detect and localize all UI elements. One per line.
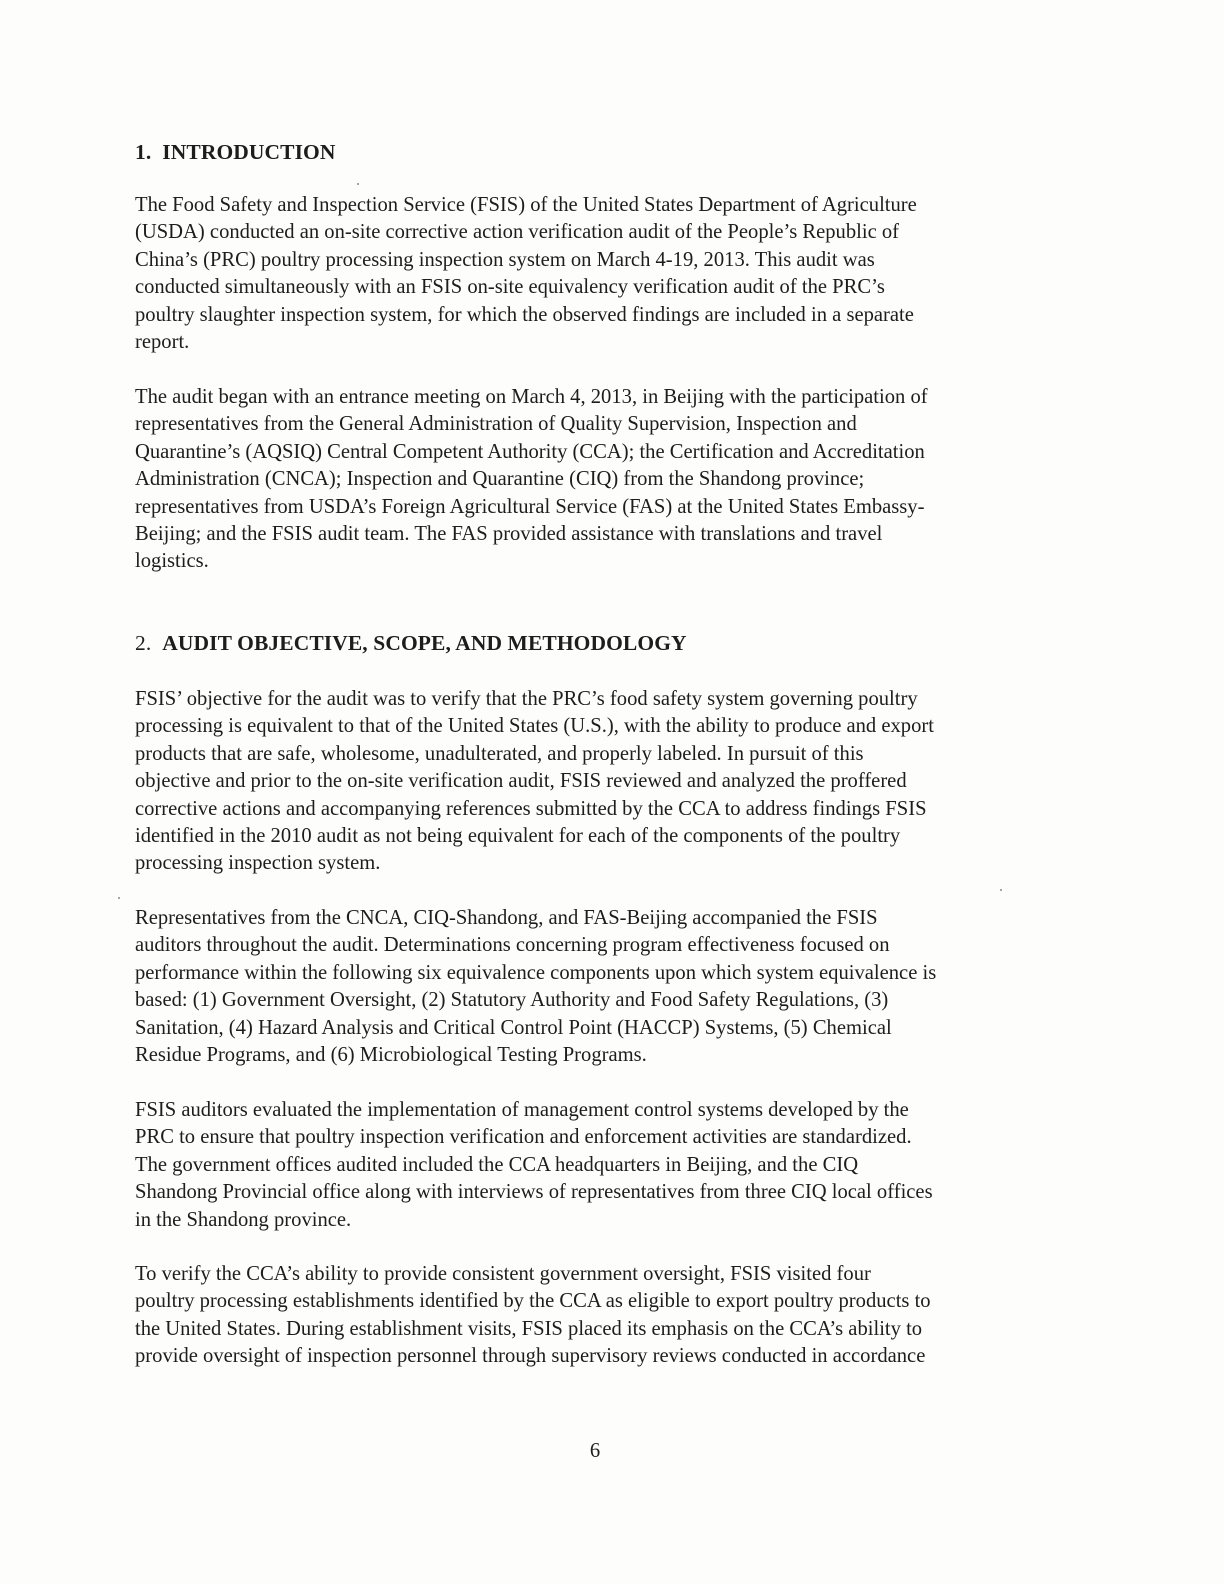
section-heading-audit-objective xyxy=(135,631,687,656)
paragraph xyxy=(135,686,1065,878)
text-line: logistics. xyxy=(135,550,209,573)
paragraph xyxy=(135,192,1065,356)
text-line: identified in the 2010 audit as not being equivalent for each of the components of the poultry xyxy=(135,825,901,848)
text-line: The government offices audited included the CCA headquarters in Beijing, and the CIQ xyxy=(135,1153,859,1176)
text-line: PRC to ensure that poultry inspection verification and enforcement activities are standardized. xyxy=(135,1126,912,1149)
text-line: FSIS’ objective for the audit was to verify that the PRC’s food safety system governing poultry xyxy=(135,688,918,710)
text-line: poultry processing establishments identified by the CCA as eligible to export poultry products to xyxy=(135,1290,931,1313)
text-line: The audit began with an entrance meeting on March 4, 2013, in Beijing with the participation of xyxy=(135,386,928,408)
text-line: Quarantine’s (AQSIQ) Central Competent Authority (CCA); the Certification and Accreditation xyxy=(135,440,925,463)
text-line: based: (1) Government Oversight, (2) Statutory Authority and Food Safety Regulations, (3) xyxy=(135,989,889,1012)
text-line: The Food Safety and Inspection Service (FSIS) of the United States Department of Agriculture xyxy=(135,194,917,216)
text-line: Administration (CNCA); Inspection and Quarantine (CIQ) from the Shandong province; xyxy=(135,468,865,491)
scan-speck xyxy=(118,897,120,899)
section-heading-introduction xyxy=(135,140,336,165)
text-line: processing inspection system. xyxy=(135,852,381,875)
text-line: Beijing; and the FSIS audit team. The FAS provided assistance with translations and travel xyxy=(135,523,883,546)
scan-speck xyxy=(1000,889,1002,891)
text-line: Representatives from the CNCA, CIQ-Shandong, and FAS-Beijing accompanied the FSIS xyxy=(135,907,878,929)
section-number: 2. xyxy=(135,631,152,655)
paragraph xyxy=(135,905,1065,1069)
text-line: poultry slaughter inspection system, for which the observed findings are included in a separate xyxy=(135,303,914,326)
text-line: conducted simultaneously with an FSIS on-site equivalency verification audit of the PRC’s xyxy=(135,276,885,299)
text-line: auditors throughout the audit. Determinations concerning program effectiveness focused on xyxy=(135,934,890,957)
text-line: corrective actions and accompanying references submitted by the CCA to address findings FSIS xyxy=(135,797,927,820)
text-line: performance within the following six equivalence components upon which system equivalence is xyxy=(135,961,937,984)
paragraph xyxy=(135,1097,1065,1234)
text-line: (USDA) conducted an on-site corrective action verification audit of the People’s Republic of xyxy=(135,221,900,244)
text-line: provide oversight of inspection personnel through supervisory reviews conducted in accordance xyxy=(135,1345,926,1368)
text-line: representatives from the General Administration of Quality Supervision, Inspection and xyxy=(135,413,857,436)
section-title: INTRODUCTION xyxy=(162,140,336,164)
text-line: objective and prior to the on-site verification audit, FSIS reviewed and analyzed the proffered xyxy=(135,770,907,793)
paragraph xyxy=(135,384,1065,576)
text-line: report. xyxy=(135,331,190,354)
text-line: Residue Programs, and (6) Microbiological Testing Programs. xyxy=(135,1044,647,1067)
paragraph xyxy=(135,1261,1065,1371)
text-line: Sanitation, (4) Hazard Analysis and Critical Control Point (HACCP) Systems, (5) Chemical xyxy=(135,1016,892,1039)
text-line: representatives from USDA’s Foreign Agricultural Service (FAS) at the United States Embassy- xyxy=(135,495,925,518)
section-title: AUDIT OBJECTIVE, SCOPE, AND METHODOLOGY xyxy=(162,631,687,655)
section-number: 1. xyxy=(135,140,152,164)
text-line: FSIS auditors evaluated the implementation of management control systems developed by the xyxy=(135,1099,909,1121)
scan-speck xyxy=(357,183,359,185)
text-line: products that are safe, wholesome, unadulterated, and properly labeled. In pursuit of this xyxy=(135,742,864,765)
text-line: the United States. During establishment visits, FSIS placed its emphasis on the CCA’s ability to xyxy=(135,1317,923,1340)
page-number: 6 xyxy=(589,1440,601,1462)
text-line: processing is equivalent to that of the United States (U.S.), with the ability to produce and export xyxy=(135,715,934,738)
text-line: Shandong Provincial office along with interviews of representatives from three CIQ local offices xyxy=(135,1181,933,1204)
text-line: in the Shandong province. xyxy=(135,1208,352,1231)
text-line: China’s (PRC) poultry processing inspection system on March 4-19, 2013. This audit was xyxy=(135,248,875,271)
text-line: To verify the CCA’s ability to provide consistent government oversight, FSIS visited four xyxy=(135,1263,871,1285)
